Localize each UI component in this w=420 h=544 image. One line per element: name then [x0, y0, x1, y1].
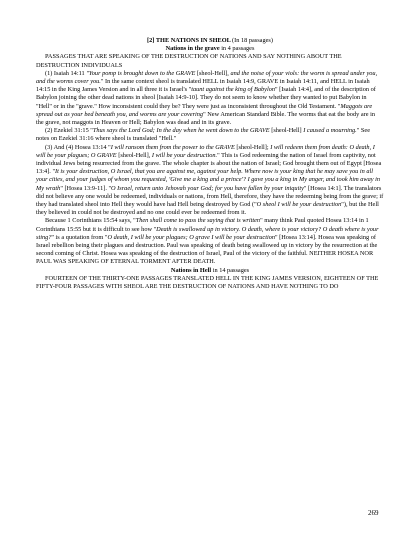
- quote-run: and the noise of your viols: the worm is spread under you, and the worms cover you.: [36, 69, 378, 86]
- quote-run: It is your destruction, O Israel, that you are against me, against your help. Where now is your king that he may save you in all your cities, and your judges of whom you requested, 'Give me a king and a prince'? I gave you a king in My anger, and took him away in My wrath: [36, 168, 380, 192]
- text-run: (1) Isaiah 14:11: [45, 69, 87, 77]
- text-run: " See notes on Ezekiel 31:16 where sheol is translated "Hell.": [36, 127, 371, 143]
- text-run: " [Hosea 13:9-11]. ": [60, 184, 112, 192]
- text-run: " [Hosea 14:1]. The translators did not believe any one would be redeemed, individuals or nations, from Hell, therefore, they have the redeeming being from the grave; if they had translated sheol into Hell they would have had Hell being destroyed by God (": [36, 184, 384, 209]
- text-run: [sheol-Hell],: [195, 69, 231, 77]
- paragraph-corinthians: [36, 217, 384, 266]
- section-title: [2] THE NATIONS IN SHEOL: [147, 37, 231, 44]
- quote-run: I caused a mourning.: [303, 127, 357, 135]
- section-count: (In 18 passages): [232, 37, 273, 44]
- quote-run: I will ransom them from the power to the GRAVE: [110, 143, 235, 151]
- text-run: (3) And (4) Hosea 13:14 ": [45, 143, 111, 151]
- page-number: 269: [368, 509, 379, 517]
- outro-paragraph: FOURTEEN OF THE THIRTY-ONE PASSAGES TRANSLATED HELL IN THE KING JAMES VERSION, EIGHTEEN OF THE FIFTY-FOUR PASSAGES WITH SHEOL ARE THE DESTRUCTION OF NATIONS AND HAVE NOTHING TO DO: [36, 274, 379, 291]
- quote-run: I will redeem them from death: O death, I will be your plagues; O GRAVE: [36, 143, 375, 159]
- quote-run: taunt against the king of Babylon: [191, 86, 275, 94]
- quote-run: Thus says the Lord God; In the day when he went down to the GRAVE: [92, 127, 270, 135]
- quote-run: I will be your destruction.: [151, 151, 218, 159]
- subheading-grave: [36, 45, 384, 53]
- text-run: Because 1 Corinthians 15:54 says, ": [45, 217, 136, 225]
- subheading-grave-count: in 4 passages: [221, 45, 255, 53]
- subheading-hell: [36, 267, 384, 275]
- text-run: " This is God redeeming the nation of Israel from captivity, not individual Jews being resurrected from the grave. The whole chapter is about the nation of Israel; God brought them out of Egypt [Hosea 13:4]. ": [36, 151, 382, 176]
- quote-run: Death is swallowed up in victory. O death, where is your victory? O death where is your sting?: [36, 225, 379, 241]
- text-run: " [Isaiah 14:4], and of the description of Babylon joining the other dead nations in sheol [Isaiah 14:9-10]. They do not seem to know whether they wanted to put Babylon in "Hell" or in the "grave." How inconsistent could they be? They were just as inconsistent throughout the Old Testament. ": [36, 86, 376, 110]
- text-run: " In the same context sheol is translated HELL in Isaiah 14:9, GRAVE in Isaiah 14:11, and HELL in Isaiah 14:15 in the King James Version and in all three it is Israel's ": [36, 78, 370, 94]
- quote-run: O death, I will be your plagues; O grave I will be your destruction: [107, 233, 275, 241]
- section-heading: [36, 37, 384, 45]
- subheading-grave-title: Nations in the grave: [165, 45, 220, 53]
- subheading-hell-count: in 14 passages: [212, 266, 250, 274]
- text-run: " is a quotation from ": [51, 233, 108, 241]
- intro-paragraph: PASSAGES THAT ARE SPEAKING OF THE DESTRUCTION OF NATIONS AND SAY NOTHING ABOUT THE DESTRUCTION INDIVIDUALS: [36, 53, 342, 69]
- quote-run: Then shall come to pass the saying that is written: [135, 217, 261, 225]
- quote-run: O Israel, return unto Jehovah your God; for you have fallen by your iniquity: [111, 184, 304, 192]
- text-run: " many think Paul quoted Hosea 13:14 in 1 Corinthians 15:55 but it is difficult to see how ": [36, 217, 369, 233]
- text-run: (2) Ezekiel 31:15 ": [45, 127, 93, 135]
- subheading-hell-title: Nations in Hell: [170, 266, 212, 274]
- quote-run: O sheol I will be your destruction: [256, 201, 342, 209]
- text-run: " New American Standard Bible. The worms that eat the body are in the grave, not maggots in Heaven or Hell; Babylon was dead and in its grave.: [36, 110, 375, 127]
- paragraph-ezekiel: [36, 127, 384, 143]
- text-run: "), but the Hell they believed in could not be destroyed and no one could ever be redeemed from it.: [36, 201, 379, 217]
- quote-run: Maggots are spread out as your bed beneath you, and worms are your covering: [36, 102, 373, 118]
- text-run: " [Hosea 13:14]. Hosea was speaking of Israel rebellion being their plagues and destruction. Paul was speaking of death being swallowed up in victory by the resurrection at the second coming of Christ. Hosea was speaking of the destruction of Israel, Paul of the victory of the faithful. NEITHER HOSEA NOR PAUL WAS SPEAKING OF ETERNAL TORMENT AFTER DEATH.: [36, 233, 378, 266]
- page-body: [36, 37, 384, 291]
- quote-run: "Your pomp is brought down to the GRAVE: [86, 69, 196, 77]
- text-run: [sheol-Hell]: [269, 127, 304, 135]
- paragraph-isaiah: [36, 70, 384, 127]
- text-run: [sheol-Hell];: [234, 143, 271, 151]
- text-run: [sheol-Hell],: [116, 151, 152, 159]
- paragraph-hosea: [36, 144, 384, 218]
